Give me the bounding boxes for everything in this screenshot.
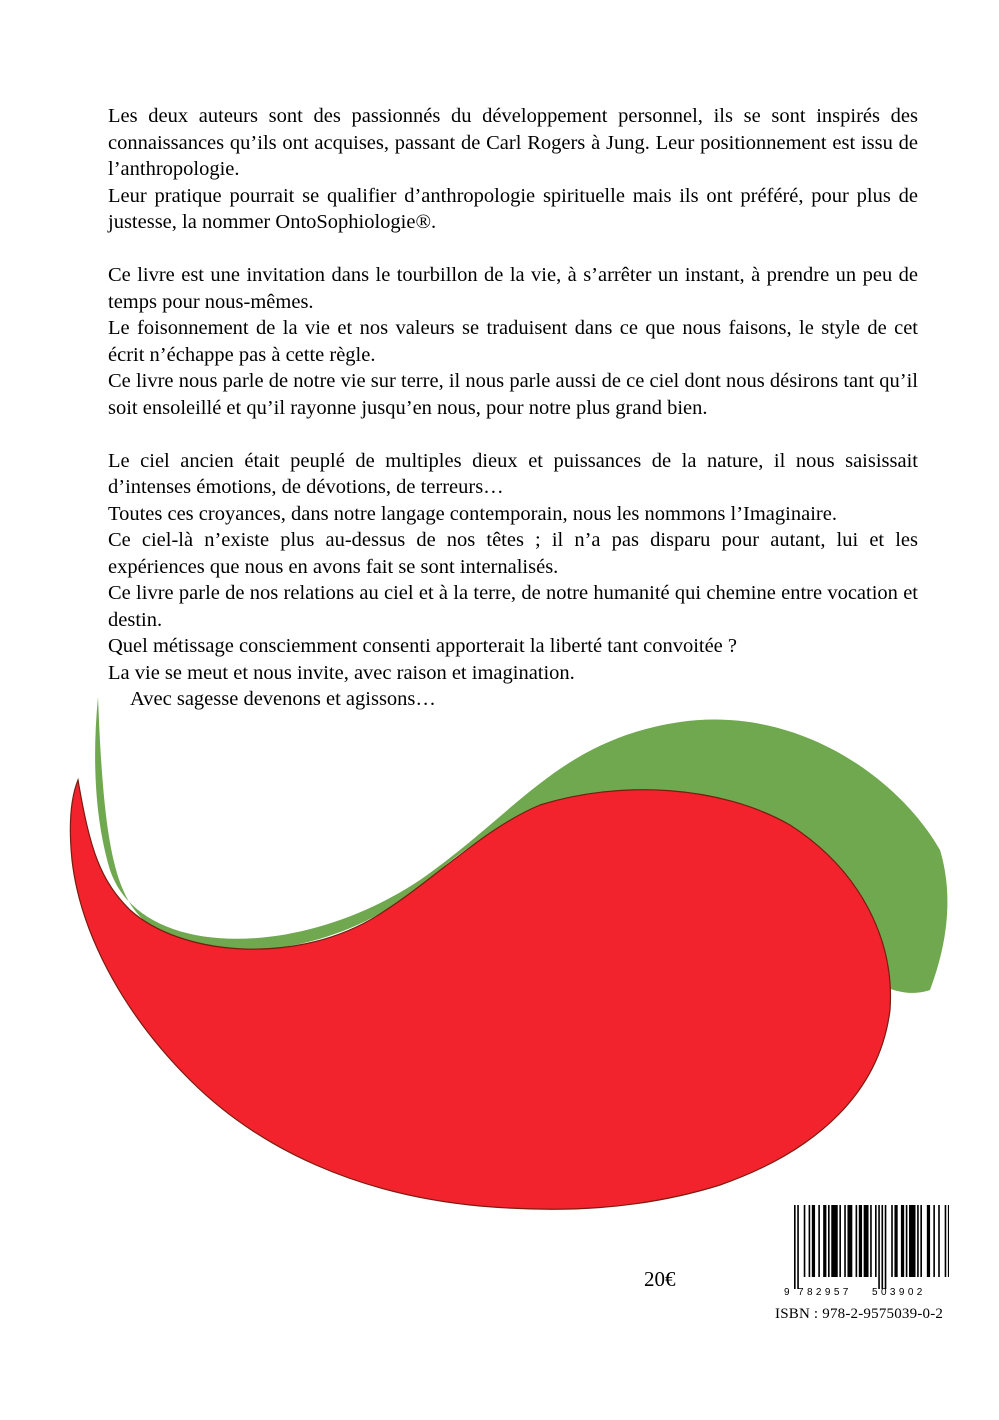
paragraph-1 xyxy=(108,103,918,236)
text-line: Ce livre parle de nos relations au ciel et à la terre, de notre humanité qui chemine entre vocation et destin. xyxy=(108,582,918,631)
barcode-digits-left: 782957 xyxy=(798,1287,852,1298)
back-cover-text xyxy=(108,103,918,739)
isbn-label: ISBN : 978-2-9575039-0-2 xyxy=(775,1306,944,1322)
price-label: 20€ xyxy=(644,1267,676,1291)
text-line: Le ciel ancien était peuplé de multiples dieux et puissances de la nature, il nous saisissait d’intenses émotions, de dévotions, de terreurs… xyxy=(108,449,918,498)
text-line: Leur pratique pourrait se qualifier d’anthropologie spirituelle mais ils ont préféré, pour plus de justesse, la nommer OntoSophiologie®. xyxy=(108,184,918,233)
text-line: Les deux auteurs sont des passionnés du développement personnel, ils se sont inspirés des connaissances qu’ils ont acquises, passant de Carl Rogers à Jung. Leur positionnement est issu de l’anthropologie. xyxy=(108,105,918,180)
text-line: Quel métissage consciemment consenti apporterait la liberté tant convoitée ? xyxy=(108,635,738,657)
paragraph-3 xyxy=(108,448,918,713)
red-swirl-shape xyxy=(70,780,890,1209)
text-line: Ce ciel-là n’existe plus au-dessus de nos têtes ; il n’a pas disparu pour autant, lui et les expériences que nous en avons fait se sont internalisés. xyxy=(108,529,918,578)
text-line: La vie se meut et nous invite, avec raison et imagination. xyxy=(108,661,575,684)
text-line: Toutes ces croyances, dans notre langage contemporain, nous les nommons l’Imaginaire. xyxy=(108,502,837,525)
text-line: Le foisonnement de la vie et nos valeurs se traduisent dans ce que nous faisons, le style de cet écrit n’échappe pas à cette règle. xyxy=(108,317,918,366)
paragraph-2 xyxy=(108,262,918,421)
text-line: Ce livre nous parle de notre vie sur terre, il nous parle aussi de ce ciel dont nous désirons tant qu’il soit ensoleillé et qu’il rayonne jusqu’en nous, pour notre plus grand bien. xyxy=(108,370,918,419)
text-line: Ce livre est une invitation dans le tourbillon de la vie, à s’arrêter un instant, à prendre un peu de temps pour nous-mêmes. xyxy=(108,264,918,313)
barcode-digit-first: 9 xyxy=(784,1287,790,1298)
text-line-closing: Avec sagesse devenons et agissons… xyxy=(130,688,436,710)
barcode-digits-right: 503902 xyxy=(872,1287,926,1298)
